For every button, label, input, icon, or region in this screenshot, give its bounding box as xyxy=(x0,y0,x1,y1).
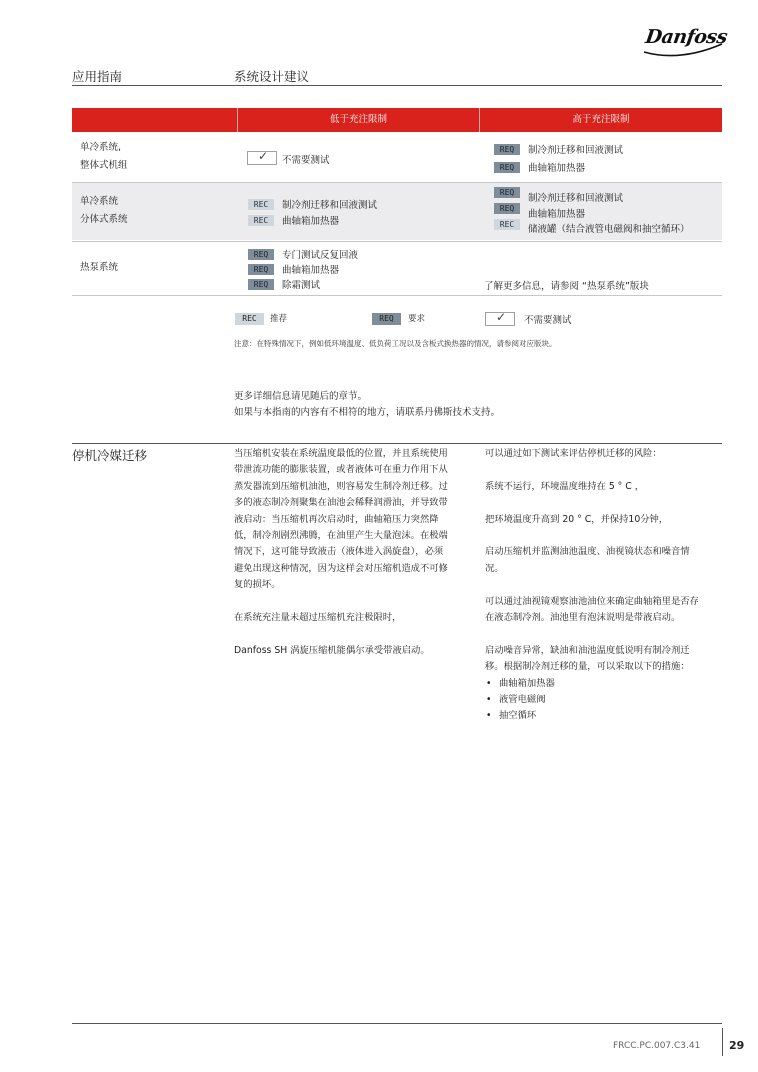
list-item: • 抽空循环 xyxy=(485,708,722,724)
page-number: 29 xyxy=(729,1039,745,1052)
paragraph-line: 复的损坏。 xyxy=(234,579,281,591)
danfoss-logo: Danfoss xyxy=(644,26,729,48)
paragraph-line: 可以通过如下测试来评估停机迁移的风险： xyxy=(485,448,662,459)
footer-divider xyxy=(72,1023,722,1024)
more-info-line: 如果与本指南的内容有不相符的地方，请联系丹佛斯技术支持。 xyxy=(234,407,501,418)
paragraph-line: 启动噪音异常，缺油和油池温度低说明有制冷剂迁 xyxy=(485,644,690,656)
paragraph-line: 在液态制冷剂。油池里有泡沫说明是带液启动。 xyxy=(485,612,681,623)
document-code: FRCC.PC.007.C3.41 xyxy=(613,1041,701,1051)
paragraph-line: 避免出现这种情况，因为这样会对压缩机造成不可修 xyxy=(234,562,448,574)
paragraph-line: 启动压缩机并监测油池温度、油视镜状态和噪音情 xyxy=(485,546,690,558)
table-header-divider xyxy=(479,108,480,132)
cell-text: 曲轴箱加热器 xyxy=(282,265,340,276)
paragraph-line: 况。 xyxy=(485,562,504,574)
rec-badge: REC xyxy=(248,199,274,210)
legend-checkbox xyxy=(485,312,515,326)
cell-text: 曲轴箱加热器 xyxy=(528,209,586,220)
paragraph-line: 系统不运行，环境温度维持在 5 ° C ， xyxy=(485,480,645,492)
more-info-line: 更多详细信息请见随后的章节。 xyxy=(234,391,368,402)
row-divider xyxy=(72,295,722,296)
list-item: • 液管电磁阀 xyxy=(485,692,722,708)
header-divider xyxy=(72,85,722,86)
header-section-title: 系统设计建议 xyxy=(234,69,310,84)
req-badge: REQ xyxy=(248,264,274,275)
legend-rec-badge: REC xyxy=(235,313,264,325)
row-label: 分体式系统 xyxy=(80,214,128,225)
row-label: 整体式机组 xyxy=(80,160,128,171)
measures-list xyxy=(485,676,722,725)
cell-text: 制冷剂迁移和回液测试 xyxy=(282,200,378,211)
cell-text: 储液罐（结合液管电磁阀和抽空循环） xyxy=(528,224,690,235)
paragraph-line: 在系统充注量未超过压缩机充注极限时， xyxy=(234,612,402,624)
list-item: • 曲轴箱加热器 xyxy=(485,676,722,692)
table-header-blank xyxy=(72,108,237,132)
req-badge: REQ xyxy=(248,249,274,260)
row-label: 单冷系统, xyxy=(80,142,122,153)
table-note: 注意：在特殊情况下，例如低环境温度、低负荷工况以及含板式换热器的情况，请参阅对应版块。 xyxy=(234,339,557,348)
not-required-checkbox xyxy=(247,151,277,165)
req-badge: REQ xyxy=(494,162,520,173)
cell-text: 不需要测试 xyxy=(282,155,330,166)
table-header-high-charge: 高于充注限制 xyxy=(480,108,722,132)
paragraph-line: 当压缩机安装在系统温度最低的位置，并且系统使用 xyxy=(234,448,448,459)
heat-pump-reference: 了解更多信息，请参阅 “热泵系统”版块 xyxy=(484,281,649,292)
paragraph-line: 低，制冷剂剧烈沸腾，在油里产生大量泡沫。在极端 xyxy=(234,530,448,542)
paragraph-line: 移。根据制冷剂迁移的量，可以采取以下的措施： xyxy=(485,661,690,673)
paragraph-line: Danfoss SH 涡旋压缩机能偶尔承受带液启动。 xyxy=(234,644,430,656)
paragraph-line: 液启动：当压缩机再次启动时，曲轴箱压力突然降 xyxy=(234,513,439,525)
legend-check-text: 不需要测试 xyxy=(524,315,572,326)
legend-req-text: 要求 xyxy=(408,314,426,324)
req-badge: REQ xyxy=(494,203,520,214)
paragraph-line: 情况下，这可能导致液击（液体进入涡旋盘），必须 xyxy=(234,546,444,558)
cell-text: 制冷剂迁移和回液测试 xyxy=(528,193,624,204)
row-label: 单冷系统 xyxy=(80,196,119,207)
cell-text: 制冷剂迁移和回液测试 xyxy=(528,145,624,156)
paragraph-line: 多的液态制冷剂聚集在油池会稀释润滑油，并导致带 xyxy=(234,497,448,509)
paragraph-line: 把环境温度升高到 20 ° C，并保持10分钟， xyxy=(485,513,669,525)
legend-req-badge: REQ xyxy=(372,313,401,325)
req-badge: REQ xyxy=(494,144,520,155)
section-divider xyxy=(72,443,722,444)
table-header-divider xyxy=(237,108,238,132)
check-icon: ✓ xyxy=(258,149,269,163)
cell-text: 曲轴箱加热器 xyxy=(528,163,586,174)
table-row xyxy=(72,132,722,182)
legend-rec-text: 推荐 xyxy=(270,314,288,324)
cell-text: 曲轴箱加热器 xyxy=(282,216,340,227)
rec-badge: REC xyxy=(248,215,274,226)
paragraph-line: 带泄流功能的膨胀装置，或者液体可在重力作用下从 xyxy=(234,464,448,476)
header-guide-title: 应用指南 xyxy=(72,69,123,84)
rec-badge: REC xyxy=(494,219,520,230)
section-title: 停机冷媒迁移 xyxy=(72,448,148,463)
req-badge: REQ xyxy=(494,187,520,198)
req-badge: REQ xyxy=(248,279,274,290)
section-left-column xyxy=(234,446,474,659)
section-right-column xyxy=(485,446,722,725)
footer-separator xyxy=(722,1028,723,1056)
row-label: 热泵系统 xyxy=(80,262,119,273)
paragraph-line: 可以通过油视镜观察油池油位来确定曲轴箱里是否存 xyxy=(485,595,699,607)
cell-text: 除霜测试 xyxy=(282,280,321,291)
table-header-low-charge: 低于充注限制 xyxy=(238,108,479,132)
cell-text: 专门测试反复回液 xyxy=(282,250,359,261)
paragraph-line: 蒸发器流到压缩机油池，则容易发生制冷剂迁移。过 xyxy=(234,480,448,492)
check-icon: ✓ xyxy=(496,310,507,324)
